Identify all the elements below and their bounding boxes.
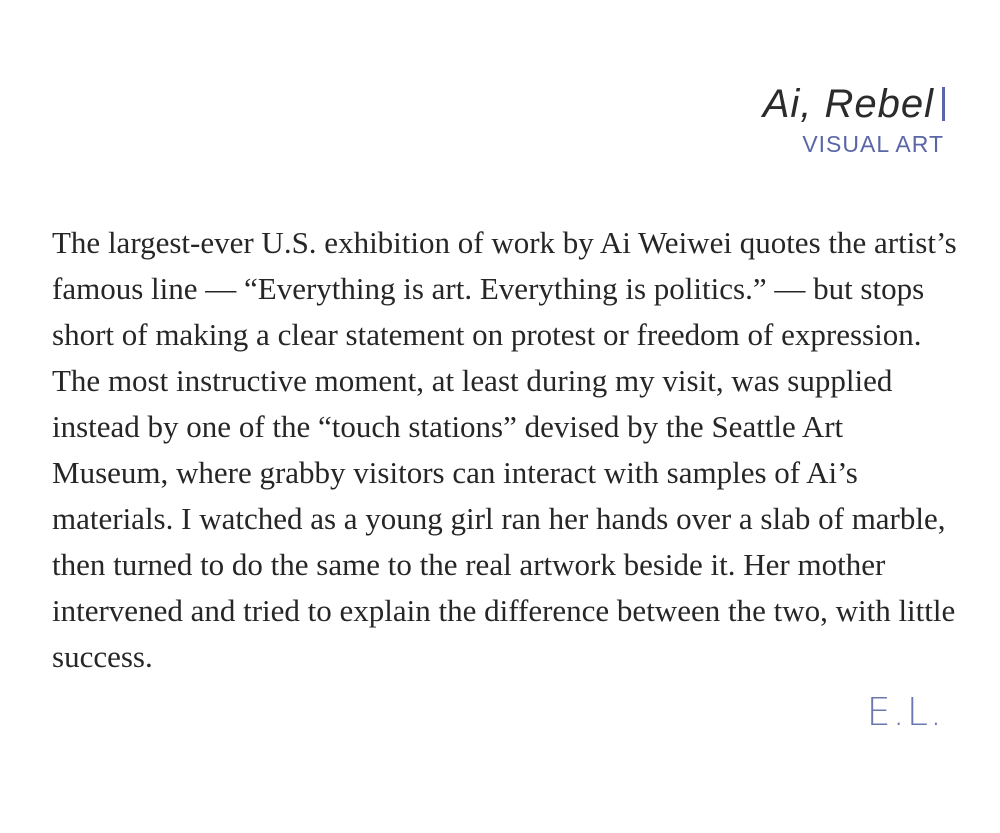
section-label: VISUAL ART: [802, 131, 944, 157]
author-initials: E.L.: [866, 690, 944, 734]
title-line: [763, 80, 945, 128]
article-title: Ai, Rebel: [762, 82, 934, 126]
article-header: [763, 80, 945, 158]
article-body: The largest-ever U.S. exhibition of work by Ai Weiwei quotes the artist’s famous line — “Everything is art. Everything is politics.” — but stops short of making a clear statement on protest or freedom of expression. The most instructive moment, at least during my visit, was supplied instead by one of the “touch stations” devised by the Seattle Art Museum, where grabby visitors can interact with samples of Ai’s materials. I watched as a young girl ran her hands over a slab of marble, then turned to do the same to the real artwork beside it. Her mother intervened and tried to explain the difference between the two, with little success.: [52, 225, 957, 674]
title-accent-bar: [942, 87, 945, 121]
